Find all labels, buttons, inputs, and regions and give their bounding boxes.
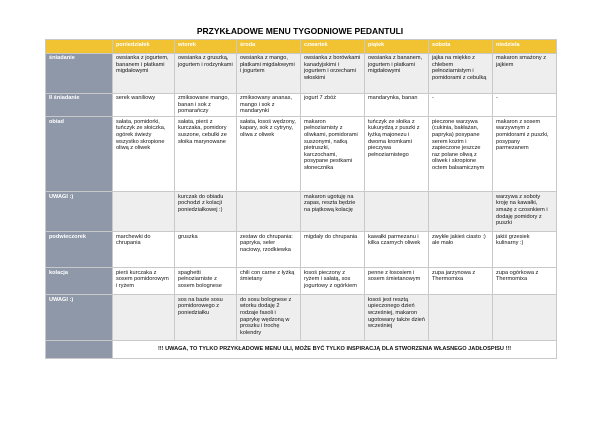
menu-row [46, 53, 557, 93]
menu-cell: penne z łososiem i sosem śmietanowym [365, 268, 429, 295]
menu-cell: zwykłe jakieś ciasto :) ale mało [429, 232, 493, 268]
menu-cell: owsianka z mango, płatkami migdałowymi i jogurtem [237, 53, 301, 93]
meal-label: kolacja [46, 268, 113, 295]
menu-cell: jajka na miękko z chlebem pełnoziarnistym i pomidorami z cebulką [429, 53, 493, 93]
meal-label: II śniadanie [46, 93, 113, 117]
menu-row [46, 192, 557, 232]
menu-cell: kawałki parmezanu i kilka czarnych oliwek [365, 232, 429, 268]
menu-cell: mandarynka, banan [365, 93, 429, 117]
day-header: sobota [429, 40, 493, 54]
menu-cell: pierś kurczaka z sosem pomidorowym i ryżem [113, 268, 175, 295]
menu-cell: pieczone warzywa (cukinia, bakłażan, papryka) posypane serem kozim i zapieczone jeszcze raz polane oliwą z oliwek i skropione octem balsamicznym [429, 117, 493, 192]
day-header: piątek [365, 40, 429, 54]
menu-cell: makaron pełnoziarnisty z oliwkami, pomidorami suszonymi, natką pietruszki, karczochami, posypane pestkami słonecznika [301, 117, 365, 192]
menu-row [46, 117, 557, 192]
menu-cell [429, 192, 493, 232]
meal-label: obiad [46, 117, 113, 192]
footer-row [46, 341, 557, 359]
menu-cell: gruszka [175, 232, 237, 268]
day-header: poniedziałek [113, 40, 175, 54]
menu-cell: owsianka z borówkami kanadyjskimi i jogurtem i orzechami włoskimi [301, 53, 365, 93]
menu-cell [493, 295, 557, 341]
menu-cell: owsianka z bananem, jogurtem i płatkami migdałowymi [365, 53, 429, 93]
menu-cell [301, 295, 365, 341]
menu-cell: - [493, 93, 557, 117]
menu-cell: tuńczyk ze słoika z kukurydzą z puszki z łyżką majonezu i dwoma kromkami pieczywa pełnoziarnistego [365, 117, 429, 192]
menu-cell: owsianka z gruszką, jogurtem i rodzynkami [175, 53, 237, 93]
page-title: PRZYKŁADOWE MENU TYGODNIOWE PEDANTULI [196, 26, 404, 36]
meal-label: UWAGI :) [46, 295, 113, 341]
menu-cell: zmiksowany ananas, mango i sok z mandarynki [237, 93, 301, 117]
menu-cell [113, 192, 175, 232]
menu-cell: - [429, 93, 493, 117]
menu-cell [365, 192, 429, 232]
menu-cell: kurczak do obiadu pochodzi z kolacji poniedziałkowej :) [175, 192, 237, 232]
day-header: czwartek [301, 40, 365, 54]
meal-label: śniadanie [46, 53, 113, 93]
header-row [46, 40, 557, 54]
day-header: niedziela [493, 40, 557, 54]
menu-cell: serek waniliowy [113, 93, 175, 117]
menu-cell: sos na bazie sosu pomidorowego z poniedziałku [175, 295, 237, 341]
header-corner [46, 40, 113, 54]
menu-cell: zestaw do chrupania: papryka, seler naciowy, rzodkiewka [237, 232, 301, 268]
menu-cell: do sosu bolognese z wtorku dodaję 2 rodzaje fasoli i paprykę wędzoną w proszku i trochę kolendry [237, 295, 301, 341]
menu-cell [429, 295, 493, 341]
menu-cell: makaron smażony z jajkiem [493, 53, 557, 93]
menu-body [46, 53, 557, 341]
menu-cell: sałata, pomidorki, tuńczyk ze słoiczka, ogórek świeży wszystko skropione oliwą z oliwek [113, 117, 175, 192]
footer-rowhead [46, 341, 113, 359]
menu-cell: łosoś jest resztą upieczonego dzień wcześniej, makaron ugotowany także dzień wcześniej [365, 295, 429, 341]
day-header: środa [237, 40, 301, 54]
meal-label: podwieczorek [46, 232, 113, 268]
menu-cell: migdały do chrupania [301, 232, 365, 268]
menu-cell: zmiksowane mango, banan i sok z pomarańczy [175, 93, 237, 117]
menu-cell: chili con carne z łyżką śmietany [237, 268, 301, 295]
menu-cell: sałata, łosoś wędzony, kapary, sok z cytryny, oliwa z oliwek [237, 117, 301, 192]
day-header: wtorek [175, 40, 237, 54]
menu-cell: warzywa z soboty kroję na kawałki, smażę z czosnkiem i dodaję pomidory z puszki [493, 192, 557, 232]
menu-cell: sałata, pierś z kurczaka, pomidory suszone, cebulki ze słoika marynowane [175, 117, 237, 192]
menu-cell: makaron ugotuję na zapas, reszta będzie na piątkową kolację [301, 192, 365, 232]
menu-cell [113, 295, 175, 341]
menu-row [46, 295, 557, 341]
menu-cell: marchewki do chrupania [113, 232, 175, 268]
menu-cell: zupa jarzynowa z Thermomixa [429, 268, 493, 295]
footer-note: !!! UWAGA, TO TYLKO PRZYKŁADOWE MENU ULI, MOŻE BYĆ TYLKO INSPIRACJĄ DLA STWORZENIA WŁASNEGO JADŁOSPISU !!! [113, 341, 557, 359]
weekly-menu-table [45, 39, 557, 359]
menu-row [46, 268, 557, 295]
menu-cell: makaron z sosem warzywnym z pomidorami z puszki, posypany parmezanem [493, 117, 557, 192]
meal-label: UWAGI :) [46, 192, 113, 232]
menu-cell: jogurt 7 zbóż [301, 93, 365, 117]
menu-cell: owsianka z jogurtem, bananem i płatkami migdałowymi [113, 53, 175, 93]
menu-cell: łosoś pieczony z ryżem i sałatą, sos jogurtowy z ogórkiem [301, 268, 365, 295]
menu-cell: jakiś grzesiek kulinarny :) [493, 232, 557, 268]
menu-row [46, 232, 557, 268]
menu-row [46, 93, 557, 117]
menu-cell: zupa ogórkowa z Thermomixa [493, 268, 557, 295]
menu-cell: spaghetti pełnoziarniste z sosem bolognese [175, 268, 237, 295]
menu-cell [237, 192, 301, 232]
